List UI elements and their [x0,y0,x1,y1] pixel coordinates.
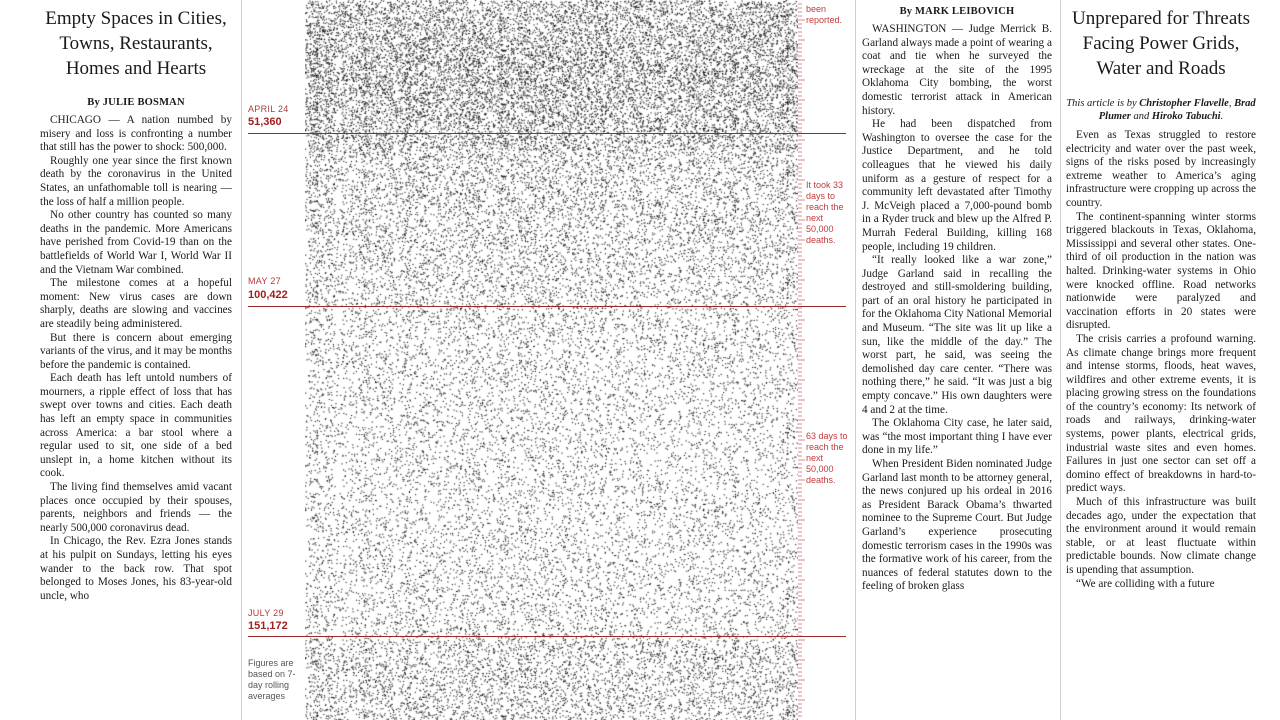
credit-prefix: This article is by [1066,98,1140,109]
right-article-credit [1066,97,1256,123]
headline-line: Facing Power Grids, [1082,33,1240,54]
paragraph: Roughly one year since the first known death by the coronavirus in the United States, an unfathomable toll is nearing — the loss of half a million people. [40,154,232,208]
left-article-headline[interactable] [40,6,232,81]
paragraph: Each death has left untold numbers of mourners, a ripple effect of loss that has swept over towns and cities. Each death has left an empty space in communities across America: a bar stool where a regular used to sit, one side of a bed unslept in, a home kitchen without its cook. [40,372,232,480]
right-article-body [1066,129,1256,591]
paragraph: In Chicago, the Rev. Ezra Jones stands at his pulpit on Sundays, letting his eyes wander to the back row. That spot belonged to Moses Jones, his 83-year-old uncle, who [40,535,232,602]
paragraph: Even as Texas struggled to restore electricity and water over the past week, signs of the risks posed by increasingly extreme weather to America’s aging infrastructure were cropping up across the country. [1066,129,1256,209]
column-rule-right [1060,0,1061,720]
marker-date-july: JULY 29 [248,608,284,618]
column-rule-left [241,0,242,720]
marker-count-july: 151,172 [248,620,288,632]
marker-line-april [248,133,846,134]
marker-date-april: APRIL 24 [248,104,289,114]
paragraph: “We are colliding with a future [1076,577,1215,590]
top-note: been reported. [806,4,843,25]
death-dot-field [305,0,798,720]
paragraph: The crisis carries a profound warning. As climate change brings more frequent and intense storms, floods, heat waves, wildfires and other extreme events, it is placing growing stress on the foundations of the country’s economy: Its network of roads and railways, drinking-water systems, power plants, electrical grids, industrial waste sites and even homes. Failures in just one sector can set off a domino effect of breakdowns in hard-to-predict ways. [1066,332,1256,495]
paragraph: “It really looked like a war zone,” Judge Garland said in recalling the destroyed and still-smoldering building, part of an oral history he participated in for the Oklahoma City National Memorial and Museum. “The site was lit up like a sun, like the middle of the day.” The worst part, he said, was seeing the demolished day care center. “There was nothing there,” he said. “It was just a big empty concave.” His own daughters were 4 and 2 at the time. [862,254,1052,416]
marker-line-july [248,636,846,637]
headline-line: Empty Spaces in Cities, [45,8,227,29]
paragraph: When President Biden nominated Judge Garland last month to be attorney general, the news conjured up his ordeal in 2016 as President Barack Obama’s thwarted nominee to the Supreme Court. But Judge Garland’s experience prosecuting domestic terrorism cases in the 1990s was the formative work of his career, from the nuances of federal statutes down to the feeling of broken glass [862,458,1052,593]
middle-article [862,0,1052,594]
left-article-body [40,114,232,603]
paragraph: The living find themselves amid vacant places once occupied by their spouses, parents, neighbors and friends — the nearly 500,000 coronavirus dead. [40,481,232,534]
paragraph: He had been dispatched from Washington to oversee the case for the Justice Department, and he told colleagues that he viewed his daily uniform as a gesture of respect for a community left devastated after Timothy J. McVeigh placed a 7,000-pound bomb in a Ryder truck and blew up the Alfred P. Murrah Federal Building, killing 168 people, including 19 children. [862,118,1052,253]
left-article-byline: By JULIE BOSMAN [87,97,185,108]
middle-article-byline: By MARK LEIBOVICH [899,6,1015,17]
marker-line-may [248,306,846,307]
headline-line: Unprepared for Threats [1072,8,1250,29]
middle-article-body [862,23,1052,594]
marker-count-april: 51,360 [248,116,282,128]
paragraph: But there is concern about emerging variants of the virus, and it may be months before the pandemic is contained. [40,331,232,371]
author-name: Brad Plumer [1098,98,1256,122]
paragraph: No other country has counted so many deaths in the pandemic. More Americans have perished from Covid-19 than on the battlefields of World War I, World War II and the Vietnam War combined. [40,209,232,276]
column-rule-mid [855,0,856,720]
credit-and: and [1130,111,1152,122]
tick-scale [798,0,806,720]
side-note-33-days: It took 33 days to reach the next 50,000 deaths. [806,180,844,245]
marker-date-may: MAY 27 [248,276,281,286]
paragraph: The milestone comes at a hopeful moment: New virus cases are down sharply, deaths are slowing and vaccines are steadily being administered. [40,277,232,330]
credit-joiner: , [1228,98,1235,109]
author-name: Christopher Flavelle [1139,98,1229,109]
headline-line: Towns, Restaurants, [59,33,213,54]
headline-line: Homes and Hearts [65,58,207,79]
headline-line: Water and Roads [1096,58,1226,79]
right-article-headline[interactable] [1066,6,1256,81]
side-note-63-days: 63 days to reach the next 50,000 deaths. [806,431,848,485]
paragraph: CHICAGO — A nation numbed by misery and loss is confronting a number that still has the power to shock: 500,000. [40,114,232,154]
paragraph: Much of this infrastructure was built decades ago, under the expectation that the environment around it would remain stable, or at least fluctuate within predictable bounds. Now climate change is upending that assumption. [1066,496,1256,576]
left-article [40,0,232,603]
paragraph: The Oklahoma City case, he later said, was “the most important thing I have ever done in my life.” [862,417,1052,457]
right-article [1066,0,1256,591]
paragraph: The continent-spanning winter storms triggered blackouts in Texas, Oklahoma, Mississippi and several other states. One-third of oil production in the nation was halted. Drinking-water systems in Ohio were knocked offline. Road networks nationwide were paralyzed and vaccination efforts in 20 states were disrupted. [1066,210,1256,332]
marker-count-may: 100,422 [248,289,288,301]
credit-suffix: . [1220,111,1224,122]
paragraph: WASHINGTON — Judge Merrick B. Garland always made a point of wearing a coat and tie when he surveyed the wreckage at the site of the 1995 Oklahoma City bombing, the worst domestic terrorist attack in American history. [862,23,1052,117]
rolling-average-footnote: Figures are based on 7-day rolling averages [248,658,296,701]
author-name: Hiroko Tabuchi [1151,111,1221,122]
